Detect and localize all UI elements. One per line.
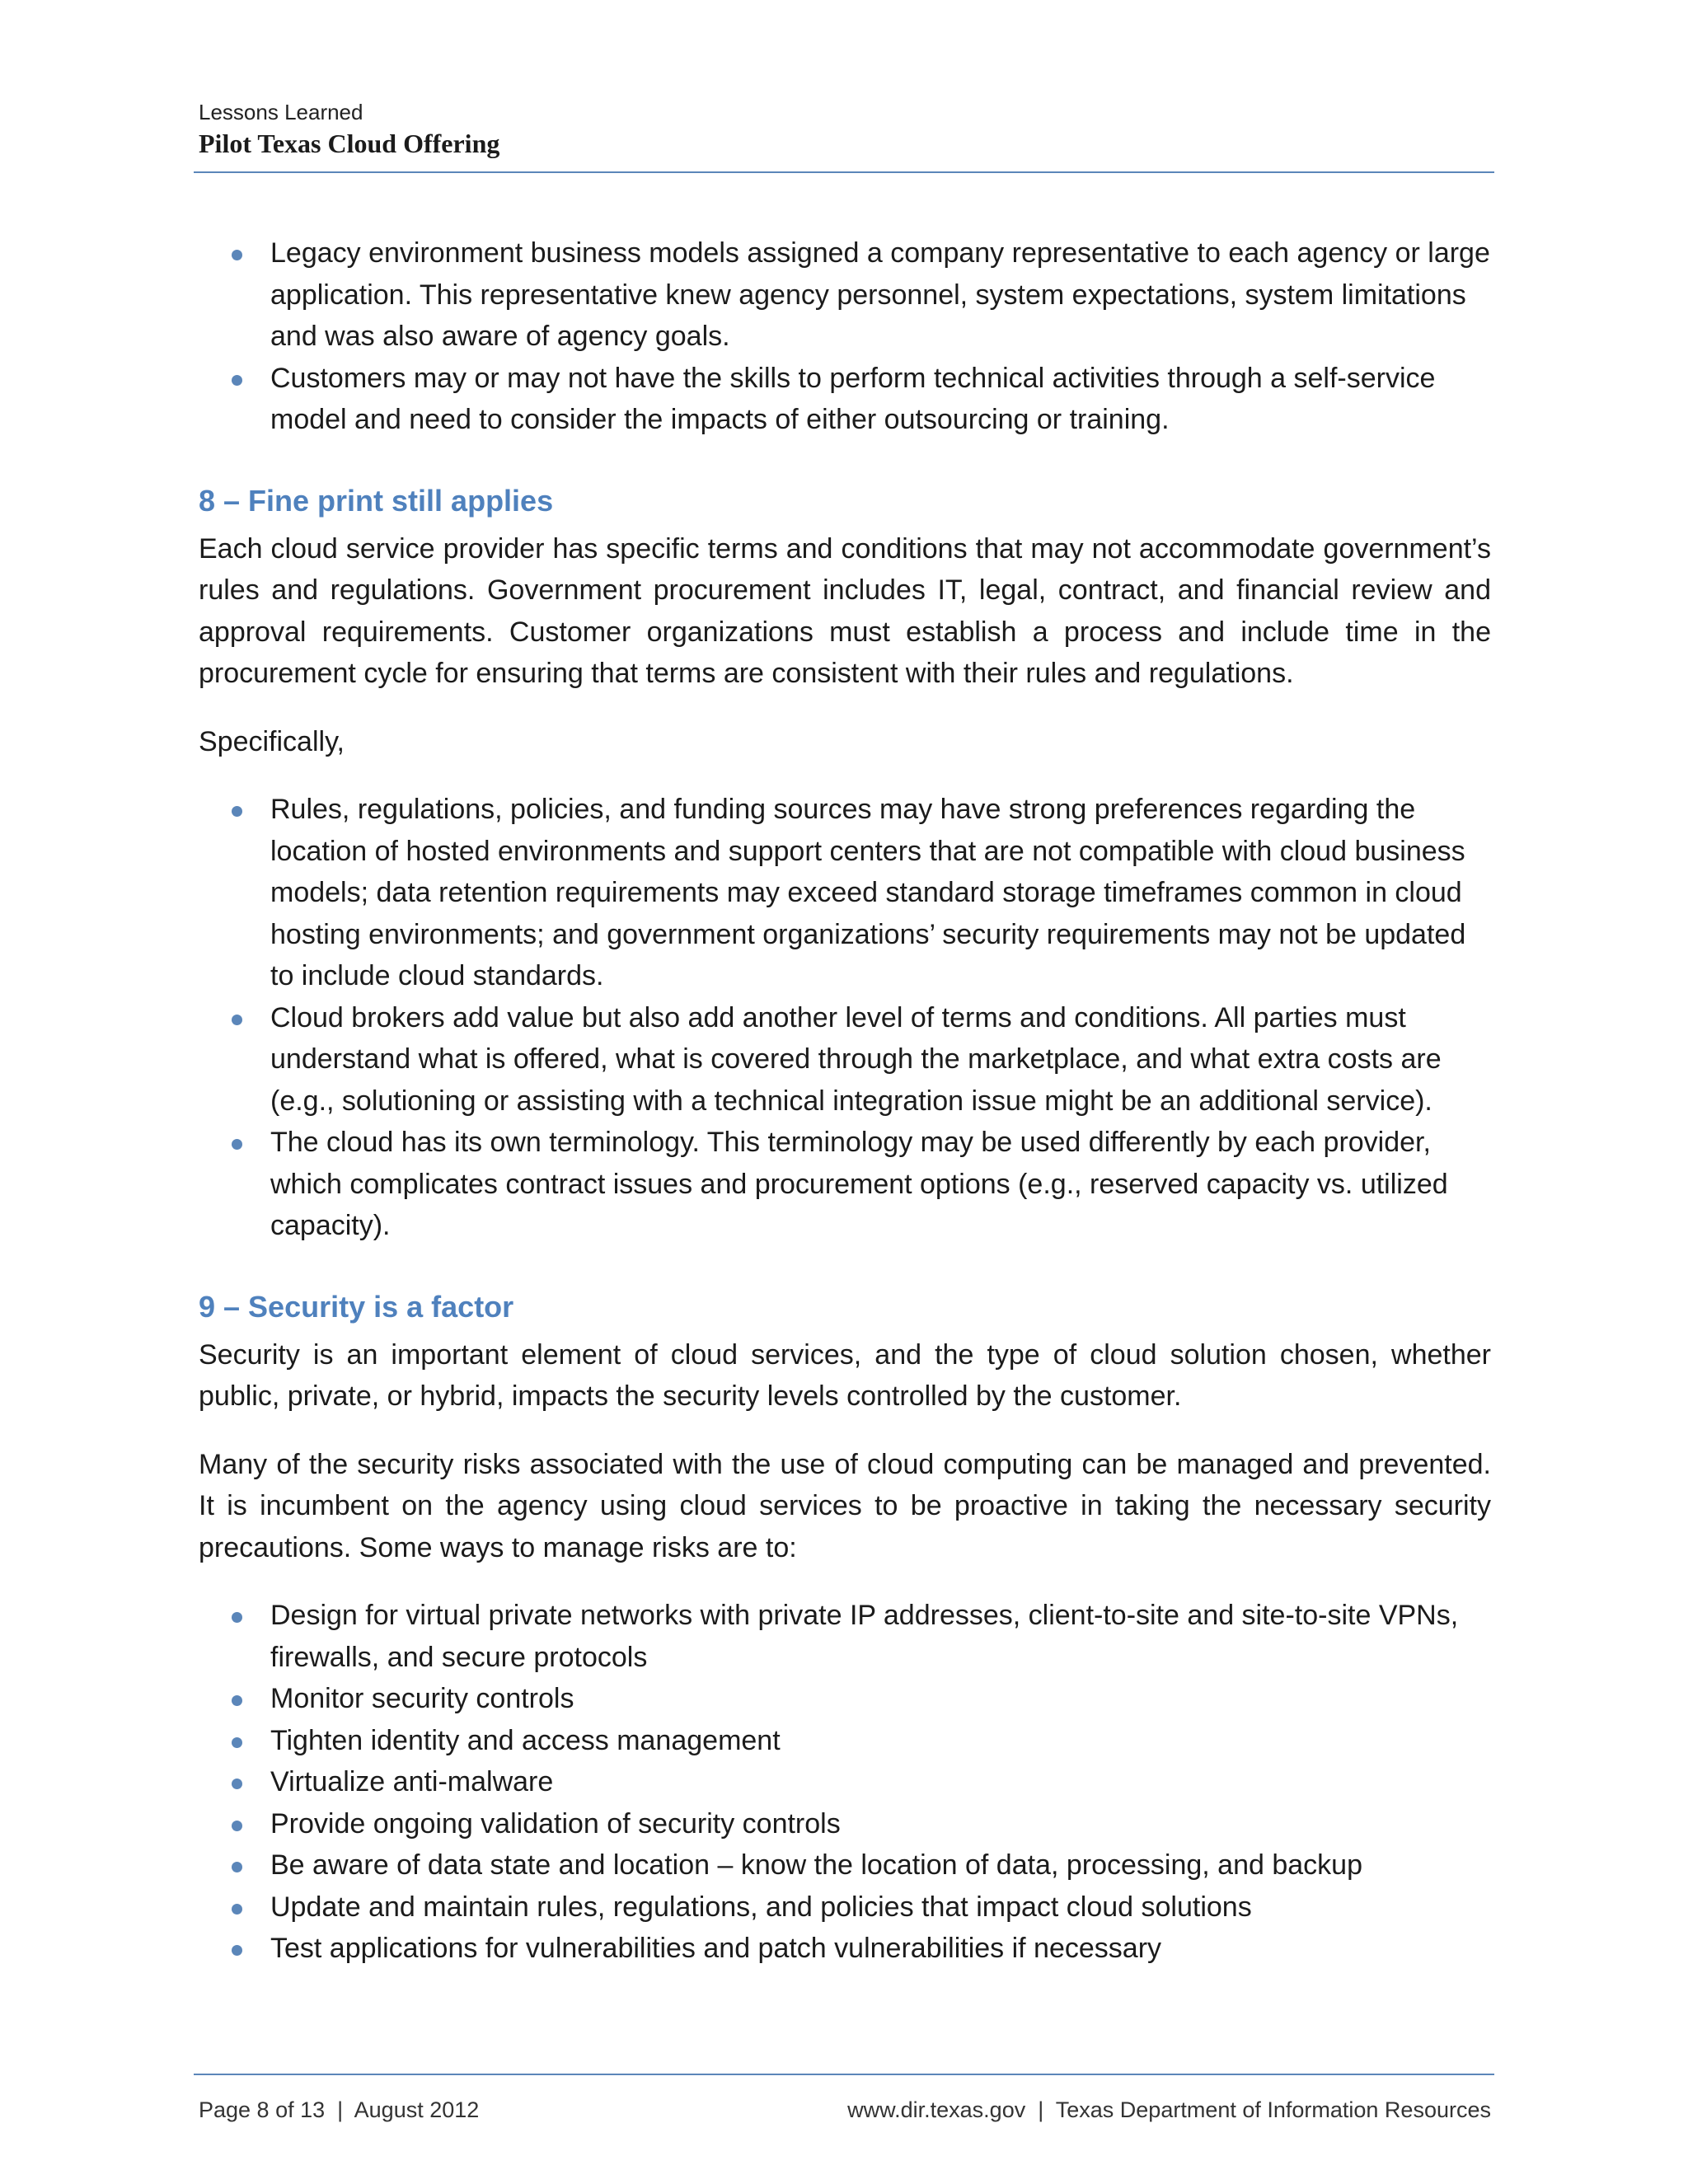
list-item: Update and maintain rules, regulations, and policies that impact cloud solutions — [270, 1886, 1491, 1929]
footer-divider — [194, 2074, 1494, 2075]
list-item: The cloud has its own terminology. This terminology may be used differently by each provider, which complicates contract issues and procurement options (e.g., reserved capacity vs. utilized capacity). — [270, 1122, 1491, 1247]
list-item: Tighten identity and access management — [270, 1720, 1491, 1762]
section-8-heading: 8 – Fine print still applies — [199, 483, 554, 518]
list-item: Legacy environment business models assigned a company representative to each agency or large application. This representative knew agency personnel, system expectations, system limitations and was also aware of agency goals. — [270, 232, 1491, 358]
header-title: Pilot Texas Cloud Offering — [199, 129, 500, 158]
intro-bullet-list — [199, 232, 1491, 441]
list-item: Rules, regulations, policies, and funding sources may have strong preferences regarding the location of hosted environments and support centers that are not compatible with cloud business models; data retention requirements may exceed standard storage timeframes common in cloud hosting environments; and government organizations’ security requirements may not be updated to include cloud standards. — [270, 789, 1491, 997]
section-9-paragraph-1: Security is an important element of cloud services, and the type of cloud solution chosen, whether public, private, or hybrid, impacts the security levels controlled by the customer. — [199, 1338, 1491, 1412]
footer-page-info: Page 8 of 13 | August 2012 — [199, 2097, 480, 2122]
section-9-bullet-list — [199, 1595, 1491, 1970]
section-9-heading: 9 – Security is a factor — [199, 1289, 514, 1324]
section-9-paragraph-2: Many of the security risks associated with the use of cloud computing can be managed and prevented. It is incumbent on the agency using cloud services to be proactive in taking the necessary security precautions. Some ways to manage risks are to: — [199, 1448, 1491, 1563]
list-item: Virtualize anti-malware — [270, 1761, 1491, 1803]
list-item: Be aware of data state and location – know the location of data, processing, and backup — [270, 1844, 1491, 1886]
header-divider — [194, 171, 1494, 173]
list-item: Monitor security controls — [270, 1678, 1491, 1720]
section-8-paragraph: Each cloud service provider has specific terms and conditions that may not accommodate government’s rules and regulations. Government procurement includes IT, legal, contract, and financial review and approval requirements. Customer organizations must establish a process and include time in the procurement cycle for ensuring that terms are consistent with their rules and regulations. — [199, 532, 1491, 689]
list-item: Provide ongoing validation of security controls — [270, 1803, 1491, 1845]
list-item: Customers may or may not have the skills to perform technical activities through a self-service model and need to consider the impacts of either outsourcing or training. — [270, 358, 1491, 441]
footer-site-info: www.dir.texas.gov | Texas Department of Information Resources — [847, 2097, 1491, 2122]
page-content — [199, 232, 1491, 1970]
section-8-lead: Specifically, — [199, 725, 345, 757]
header-eyebrow: Lessons Learned — [199, 100, 363, 124]
page-header — [199, 99, 1493, 160]
section-8-bullet-list — [199, 789, 1491, 1247]
list-item: Test applications for vulnerabilities and patch vulnerabilities if necessary — [270, 1928, 1491, 1970]
list-item: Cloud brokers add value but also add another level of terms and conditions. All parties must understand what is offered, what is covered through the marketplace, and what extra costs are (e.g., solutioning or assisting with a technical integration issue might be an additional service). — [270, 997, 1491, 1122]
list-item: Design for virtual private networks with private IP addresses, client-to-site and site-to-site VPNs, firewalls, and secure protocols — [270, 1595, 1491, 1678]
